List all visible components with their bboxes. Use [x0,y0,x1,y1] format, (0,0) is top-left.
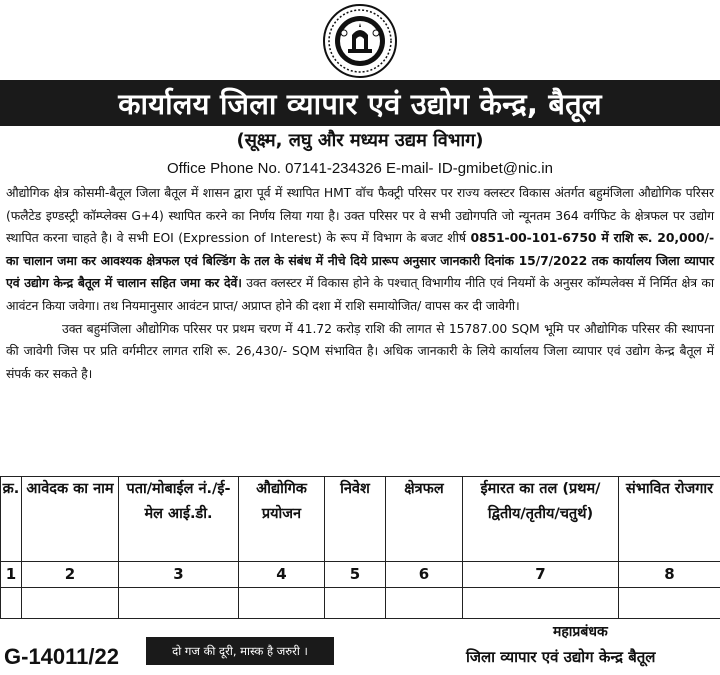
contact-line: Office Phone No. 07141-234326 E-mail- ID-gmibet@nic.in [167,160,553,177]
table-row [1,588,720,619]
column-number: 5 [325,562,386,588]
signatory-office: जिला व्यापार एवं उद्योग केन्द्र बैतूल [466,648,656,666]
slogan-text: दो गज की दूरी, मास्क है जरुरी । [172,643,308,658]
notice-paragraph-2: उक्त बहुमंजिला औद्योगिक परिसर पर प्रथम चरण में 41.72 करोड़ राशि की लागत से 15787.00 SQM भूमि पर औद्योगिक परिसर की स्थापना की जावेगी जिस पर प्रति वर्गमीटर लागत राशि रू. 26,430/- SQM संभावित है। अधिक जानकारी के लिये कार्यालय जिला व्यापार एवं उद्योग केन्द्र बैतूल में संपर्क कर सकते है। [6,320,714,381]
column-header: औद्योगिक प्रयोजन [239,477,325,562]
table-header-row [1,477,720,562]
table-cell [386,588,463,619]
table-cell [463,588,619,619]
column-header: संभावित रोजगार [619,477,720,562]
table-cell [325,588,386,619]
column-header: ईमारत का तल (प्रथम/द्वितीय/तृतीय/चतुर्थ) [463,477,619,562]
column-number: 3 [119,562,239,588]
column-header: आवेदक का नाम [22,477,119,562]
table-cell [239,588,325,619]
table-row [1,562,720,588]
office-title-banner [0,80,720,126]
office-title: कार्यालय जिला व्यापार एवं उद्योग केन्द्र, बैतूल [118,86,602,121]
government-seal-icon [322,3,398,79]
notice-text-bold: 0851-00-101-6750 में राशि रू. 20,000/- का चालान जमा कर आवश्यक क्षेत्रफल एवं बिल्डिंग के तल के संबंध में नीचे दिये प्रारूप अनुसार जानकारी दिनांक 15/7/2022 तक कार्यालय जिला व्यापार एवं उद्योग केन्द्र बैतूल में चालान सहित जमा कर देवें। [6,230,714,291]
column-number: 6 [386,562,463,588]
column-header: पता/मोबाईल नं./ई-मेल आई.डी. [119,477,239,562]
column-header: क्षेत्रफल [386,477,463,562]
column-number: 1 [1,562,22,588]
advertisement-code: G-14011/22 [4,644,119,669]
slogan-badge [146,637,334,665]
department-subtitle: (सूक्ष्म, लघु और मध्यम उद्यम विभाग) [236,130,484,151]
table-cell [22,588,119,619]
column-number: 7 [463,562,619,588]
column-header: क्र. [1,477,22,562]
column-number: 4 [239,562,325,588]
table-cell [119,588,239,619]
notice-paragraph-1 [6,182,714,318]
table-cell [1,588,22,619]
column-number: 8 [619,562,720,588]
column-header: निवेश [325,477,386,562]
notice-body [6,182,714,385]
column-number: 2 [22,562,119,588]
signatory-role: महाप्रबंधक [553,624,608,640]
table-cell [619,588,720,619]
notice-text-c: उक्त क्लस्टर में विकास होने के पश्चात् विभागीय नीति एवं नियमों के अनुसर कॉम्पलेक्स में निर्मित क्षेत्र का आवंटन किया जवेगा। तथ नियमानुसार आवंटन प्राप्त/ अप्राप्त होने की दशा में राशि समायोजित/ वापस कर दी जावेगी। [6,275,715,313]
notice-text-a: औद्योगिक क्षेत्र कोसमी-बैतूल जिला बैतूल में शासन द्वारा पूर्व में स्थापित HMT वॉच फैक्ट्री परिसर पर राज्य क्लस्टर विकास अंतर्गत बहुमंजिला औद्योगिक परिसर (फलैटेड इण्डस्ट्री कॉम्प्लेक्स G+4) स्थापित करने का निर्णय लिया गया है। उक्त परिसर पर वे सभी उद्योगपति जो न्यूनतम 364 वर्गफिट के क्षेत्रफल पर उद्योग स्थापित करना चाहते है। वे सभी EOI (Expression of Interest) के रूप में विभाग के बजट शीर्ष [6,185,714,246]
application-format-table [0,476,720,619]
